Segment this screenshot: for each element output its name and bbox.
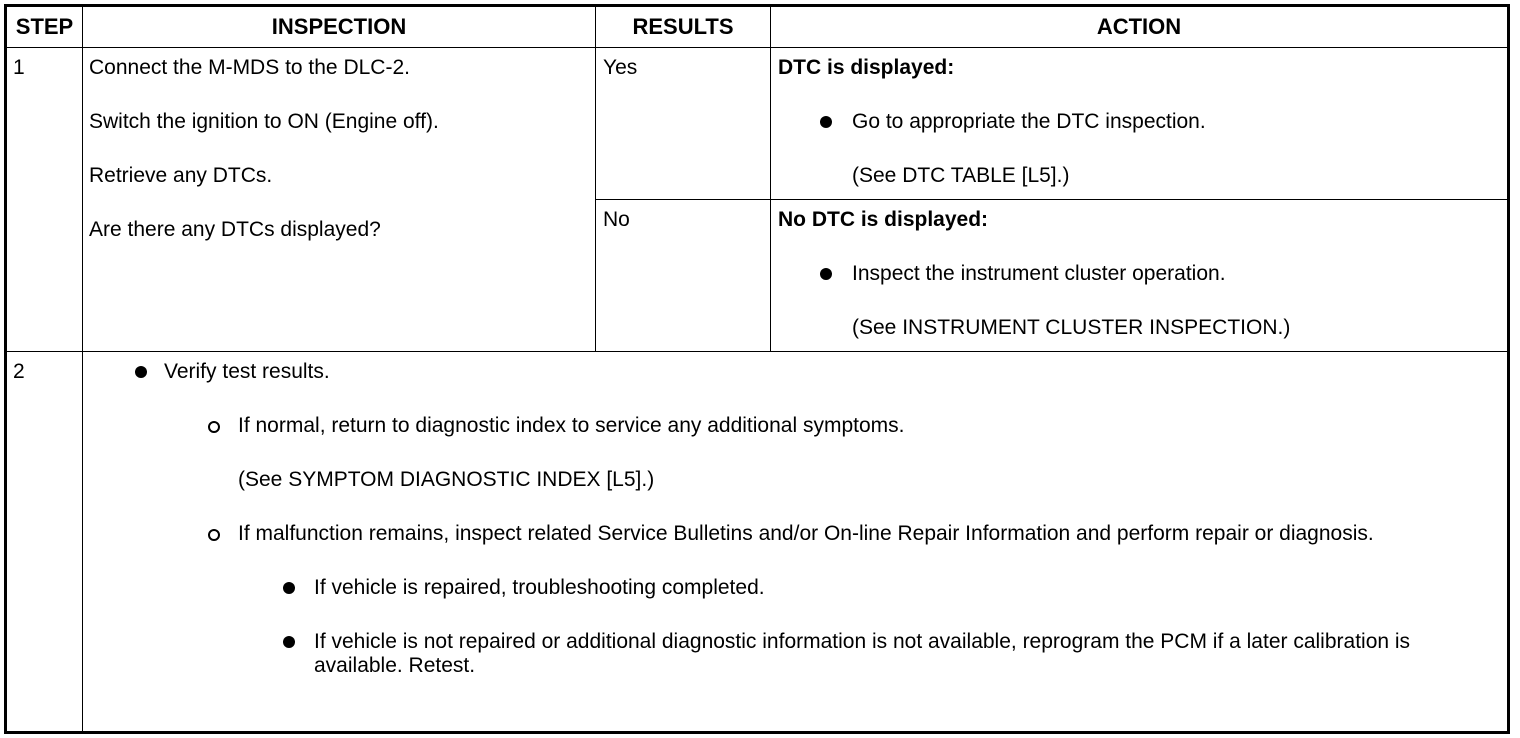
action-yes-bullet-text: Go to appropriate the DTC inspection.	[852, 110, 1206, 133]
step2-content-cell	[83, 352, 1508, 732]
step2-sub-bullet-2-text: If malfunction remains, inspect related Service Bulletins and/or On-line Repair Information and perform repair or diagnosis.	[238, 522, 1374, 545]
diagnostic-table	[6, 6, 1508, 732]
step2-nested-bullet-2	[83, 630, 1507, 678]
step2-number: 2	[7, 352, 83, 732]
bullet-dot-icon	[283, 582, 295, 594]
bullet-dot-icon	[283, 636, 295, 648]
action-no-heading: No DTC is displayed:	[778, 208, 989, 231]
header-results: RESULTS	[596, 7, 771, 48]
action-no-cell	[771, 200, 1508, 352]
step2-main-bullet	[83, 360, 1507, 384]
header-row	[7, 7, 1508, 48]
step2-sub-bullet-1	[83, 414, 1507, 438]
step2-row	[7, 352, 1508, 732]
step2-main-bullet-text: Verify test results.	[164, 360, 330, 383]
bullet-dot-icon	[820, 116, 832, 128]
step2-sub-bullet-2	[83, 522, 1507, 546]
action-yes-bullet	[778, 110, 1507, 134]
bullet-dot-icon	[820, 268, 832, 280]
action-no-bullet-text: Inspect the instrument cluster operation.	[852, 262, 1226, 285]
action-no-reference: (See INSTRUMENT CLUSTER INSPECTION.)	[852, 316, 1291, 339]
step1-inspection-line-1: Connect the M-MDS to the DLC-2.	[89, 56, 410, 79]
step2-sub-bullet-1-text: If normal, return to diagnostic index to service any additional symptoms.	[238, 414, 905, 437]
header-action: ACTION	[771, 7, 1508, 48]
result-no: No	[596, 200, 771, 352]
step2-nested-bullet-1-text: If vehicle is repaired, troubleshooting completed.	[314, 576, 765, 599]
step2-sub-bullet-1-reference: (See SYMPTOM DIAGNOSTIC INDEX [L5].)	[238, 468, 655, 491]
action-yes-reference: (See DTC TABLE [L5].)	[852, 164, 1070, 187]
action-no-bullet	[778, 262, 1507, 286]
hollow-bullet-icon	[208, 529, 220, 541]
step1-inspection-line-3: Retrieve any DTCs.	[89, 164, 273, 187]
bullet-dot-icon	[135, 366, 147, 378]
step1-inspection-question: Are there any DTCs displayed?	[89, 218, 381, 241]
hollow-bullet-icon	[208, 421, 220, 433]
action-yes-heading: DTC is displayed:	[778, 56, 955, 79]
header-step: STEP	[7, 7, 83, 48]
step2-nested-bullet-2-text: If vehicle is not repaired or additional diagnostic information is not available, reprogram the PCM if a later calibration is available. Retest.	[314, 630, 1411, 677]
step2-nested-bullet-1	[83, 576, 1507, 600]
step1-inspection-line-2: Switch the ignition to ON (Engine off).	[89, 110, 439, 133]
action-yes-cell	[771, 48, 1508, 200]
step1-yes-row	[7, 48, 1508, 200]
result-yes: Yes	[596, 48, 771, 200]
step1-number: 1	[7, 48, 83, 352]
step1-inspection-cell	[83, 48, 596, 352]
header-inspection: INSPECTION	[83, 7, 596, 48]
